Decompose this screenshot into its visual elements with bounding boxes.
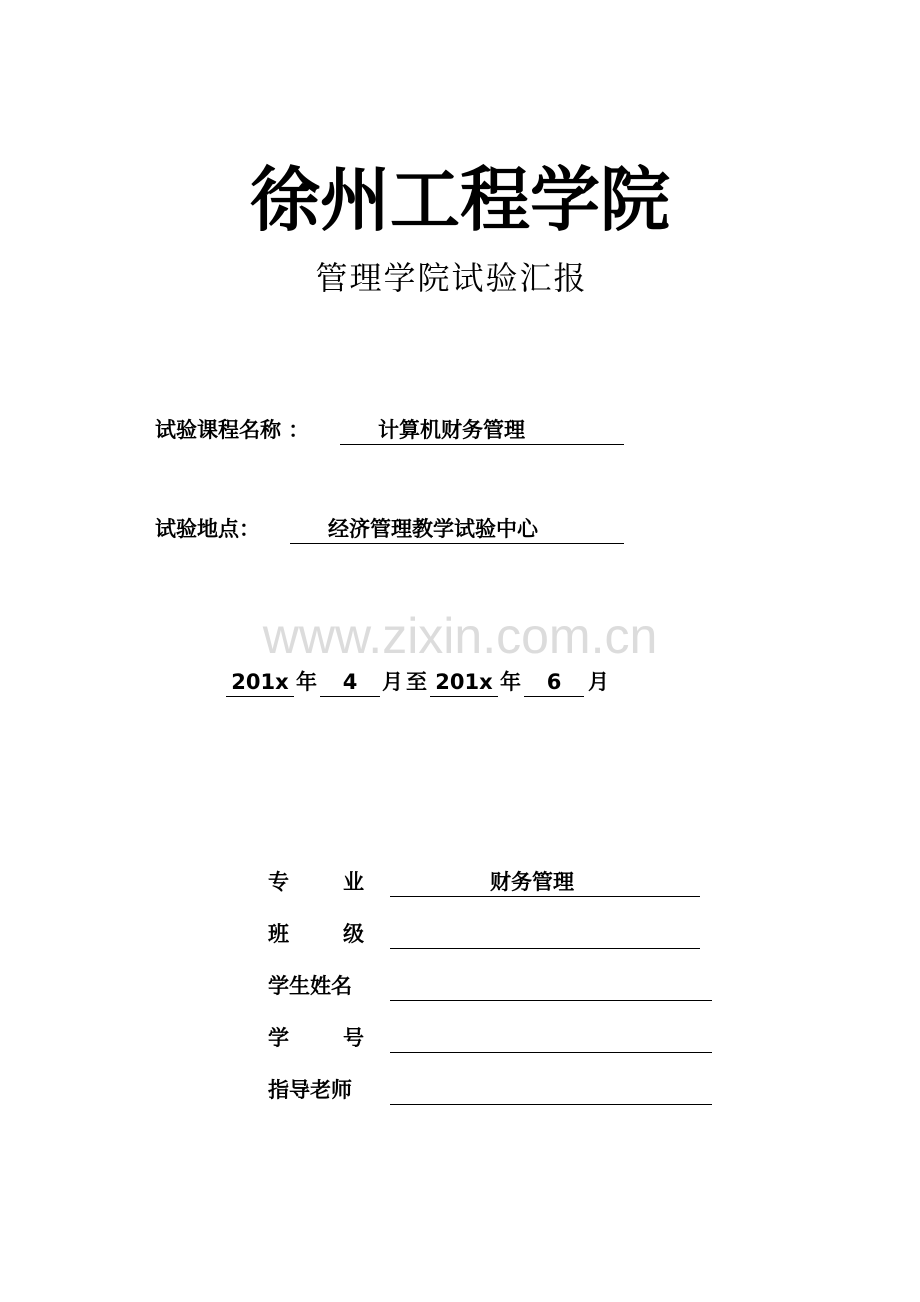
- student-name-field: [390, 972, 712, 1001]
- report-subtitle: 管理学院试验汇报: [315, 259, 588, 297]
- advisor-label: 指导老师: [268, 1077, 352, 1102]
- start-month: 4: [342, 670, 358, 694]
- course-row: [0, 416, 920, 446]
- location-field: [290, 515, 624, 544]
- class-field: [390, 920, 700, 949]
- month-char-2: 月: [588, 669, 609, 694]
- period-row: [0, 668, 920, 698]
- university-title: 徐州工程学院: [250, 159, 670, 241]
- student-id-label-b: 号: [343, 1025, 364, 1050]
- advisor-field: [390, 1076, 712, 1105]
- start-year: 201x: [231, 670, 289, 694]
- year-char-2: 年: [500, 669, 521, 694]
- class-label-a: 班: [268, 921, 289, 946]
- location-label: 试验地点：: [155, 516, 260, 541]
- month-char-1: 月: [382, 669, 403, 694]
- end-month: 6: [546, 670, 562, 694]
- year-char-1: 年: [296, 669, 317, 694]
- course-label: 试验课程名称 ：: [155, 417, 310, 442]
- course-value: 计算机财务管理: [378, 417, 525, 442]
- student-id-row: [0, 1024, 920, 1054]
- to-char: 至: [406, 669, 427, 694]
- student-id-field: [390, 1024, 712, 1053]
- student-name-label: 学生姓名: [268, 973, 352, 998]
- course-field: [340, 416, 624, 445]
- major-value: 财务管理: [490, 869, 574, 894]
- major-field: [390, 868, 700, 897]
- student-name-row: [0, 972, 920, 1002]
- start-year-field: [226, 668, 294, 697]
- location-row: [0, 515, 920, 545]
- major-label-a: 专: [268, 869, 289, 894]
- end-year: 201x: [435, 670, 493, 694]
- student-id-label-a: 学: [268, 1025, 289, 1050]
- class-label-b: 级: [343, 921, 364, 946]
- major-row: [0, 868, 920, 898]
- end-year-field: [430, 668, 498, 697]
- watermark-text: www.zixin.com.cn: [262, 608, 658, 664]
- start-month-field: [320, 668, 380, 697]
- end-month-field: [524, 668, 584, 697]
- major-label-b: 业: [343, 869, 364, 894]
- class-row: [0, 920, 920, 950]
- location-value: 经济管理教学试验中心: [328, 516, 538, 541]
- advisor-row: [0, 1076, 920, 1106]
